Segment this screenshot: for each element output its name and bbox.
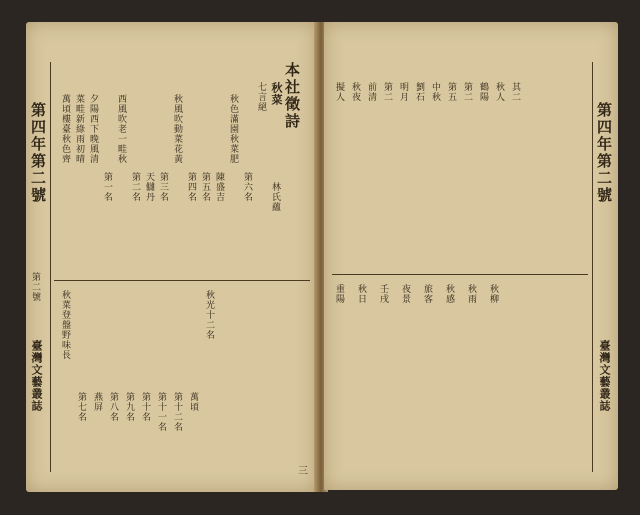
right-upper-col-10: 秋人 xyxy=(494,82,504,102)
left-page-number: 三 xyxy=(298,466,308,477)
left-upper-col-7: 第三名 xyxy=(158,172,168,202)
right-spine-title: 第四年第二號 xyxy=(595,102,613,204)
left-upper-col-4: 西風吹老一畦秋 xyxy=(116,94,126,164)
left-upper-col-13: 第六名 xyxy=(242,172,252,202)
left-lower-col-9: 秋光十二名 xyxy=(204,290,214,340)
left-upper-col-1: 菜畦新綠雨初晴 xyxy=(74,94,84,164)
right-upper-col-2: 前清 xyxy=(366,82,376,102)
right-margin-rule xyxy=(592,62,593,472)
right-upper-col-9: 鶴陽 xyxy=(478,82,488,102)
left-upper-col-6: 天讎丹 xyxy=(144,172,154,202)
left-upper-col-10: 第五名 xyxy=(200,172,210,202)
left-margin-rule xyxy=(50,62,51,472)
right-lower-col-3: 夜景 xyxy=(400,284,410,304)
right-lower-col-5: 秋感 xyxy=(444,284,454,304)
left-spine-title: 第四年第二號 xyxy=(29,102,47,204)
left-spine-section: 第二號 xyxy=(30,272,40,302)
right-upper-col-3: 第二 xyxy=(382,82,392,102)
left-upper-col-2: 夕陽西下晚風清 xyxy=(88,94,98,164)
left-upper-col-5: 第二名 xyxy=(130,172,140,202)
left-lower-col-6: 第十一名 xyxy=(156,392,166,432)
left-poem-subtitle: 七言絕 xyxy=(256,82,266,112)
left-editor-credit: 林氏蘊 xyxy=(270,182,280,212)
right-upper-col-11: 其二 xyxy=(510,82,520,102)
left-lower-col-7: 第十二名 xyxy=(172,392,182,432)
left-lower-col-3: 第八名 xyxy=(108,392,118,422)
right-spine-subtitle: 臺灣文藝叢誌 xyxy=(598,340,611,412)
left-upper-col-3: 第一名 xyxy=(102,172,112,202)
right-section-divider xyxy=(332,274,588,275)
left-spine-subtitle: 臺灣文藝叢誌 xyxy=(30,340,43,412)
right-upper-col-8: 第二 xyxy=(462,82,472,102)
right-upper-col-1: 秋夜 xyxy=(350,82,360,102)
left-lower-col-1: 第七名 xyxy=(76,392,86,422)
left-lower-col-0: 秋菜登盤野味長 xyxy=(60,290,70,360)
right-upper-col-4: 明月 xyxy=(398,82,408,102)
right-lower-col-7: 秋柳 xyxy=(488,284,498,304)
left-lower-col-2: 燕屏 xyxy=(92,392,102,412)
right-upper-col-5: 劉石 xyxy=(414,82,424,102)
right-lower-col-4: 旅客 xyxy=(422,284,432,304)
left-lower-col-4: 第九名 xyxy=(124,392,134,422)
right-lower-col-0: 重陽 xyxy=(334,284,344,304)
right-lower-col-2: 壬戌 xyxy=(378,284,388,304)
left-poem-title: 秋菜 xyxy=(270,82,283,106)
left-upper-col-0: 萬頃樓臺秋色齊 xyxy=(60,94,70,164)
right-upper-col-6: 中秋 xyxy=(430,82,440,102)
left-upper-col-9: 第四名 xyxy=(186,172,196,202)
right-lower-col-1: 秋日 xyxy=(356,284,366,304)
left-upper-col-11: 陳盛吉 xyxy=(214,172,224,202)
left-upper-col-8: 秋風吹動菜花黃 xyxy=(172,94,182,164)
right-page xyxy=(324,22,618,490)
left-section-divider xyxy=(54,280,310,281)
left-lower-col-8: 萬頃 xyxy=(188,392,198,412)
left-page xyxy=(26,22,316,492)
right-lower-col-6: 秋雨 xyxy=(466,284,476,304)
right-upper-col-0: 擬人 xyxy=(334,82,344,102)
right-upper-col-7: 第五 xyxy=(446,82,456,102)
left-lower-col-5: 第十名 xyxy=(140,392,150,422)
left-upper-col-12: 秋色滿園秋菜肥 xyxy=(228,94,238,164)
left-section-title: 本社徵詩 xyxy=(283,62,301,130)
